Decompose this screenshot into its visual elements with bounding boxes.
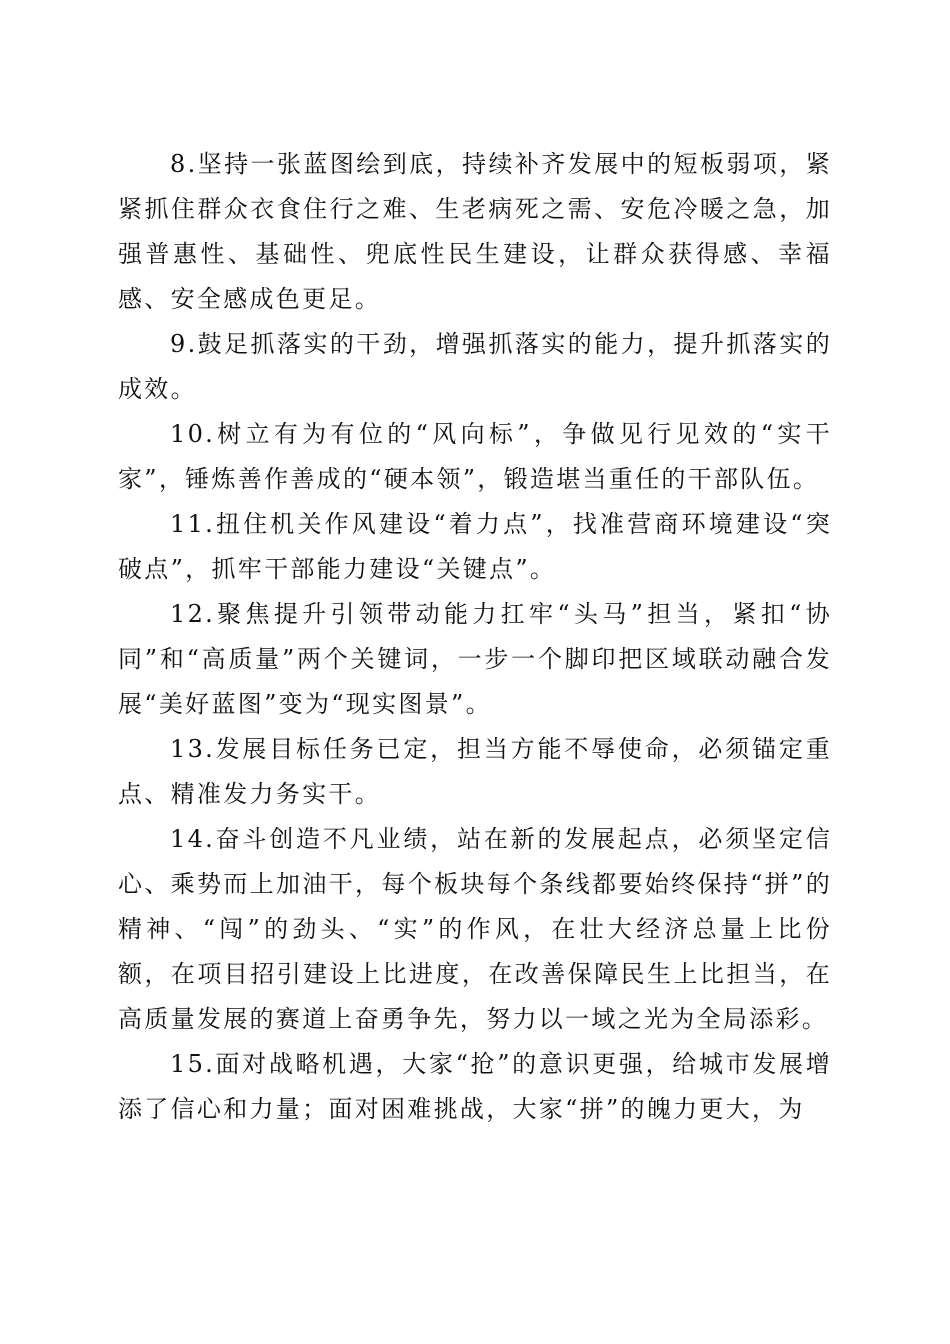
paragraph-10: 10.树立有为有位的“风向标”，争做见行见效的“实干家”，锤炼善作善成的“硬本领”，锻造堪当重任的干部队伍。	[118, 420, 832, 493]
paragraph-12: 12.聚焦提升引领带动能力扛牢“头马”担当，紧扣“协同”和“高质量”两个关键词，一步一个脚印把区域联动融合发展“美好蓝图”变为“现实图景”。	[118, 600, 832, 718]
paragraph-14: 14.奋斗创造不凡业绩，站在新的发展起点，必须坚定信心、乘势而上加油干，每个板块每个条线都要始终保持“拼”的精神、“闯”的劲头、“实”的作风，在壮大经济总量上比份额，在项目招引建设上比进度，在改善保障民生上比担当，在高质量发展的赛道上奋勇争先，努力以一域之光为全局添彩。	[118, 825, 832, 1033]
paragraph-9: 9.鼓足抓落实的干劲，增强抓落实的能力，提升抓落实的成效。	[118, 330, 832, 403]
paragraph-15: 15.面对战略机遇，大家“抢”的意识更强，给城市发展增添了信心和力量；面对困难挑战，大家“拼”的魄力更大，为	[118, 1050, 832, 1123]
document-page	[118, 142, 832, 1132]
paragraph-13: 13.发展目标任务已定，担当方能不辱使命，必须锚定重点、精准发力务实干。	[118, 735, 832, 808]
paragraph-11: 11.扭住机关作风建设“着力点”，找准营商环境建设“突破点”，抓牢干部能力建设“关键点”。	[118, 510, 832, 583]
paragraph-8: 8.坚持一张蓝图绘到底，持续补齐发展中的短板弱项，紧紧抓住群众衣食住行之难、生老病死之需、安危冷暖之急，加强普惠性、基础性、兜底性民生建设，让群众获得感、幸福感、安全感成色更足。	[118, 150, 832, 313]
